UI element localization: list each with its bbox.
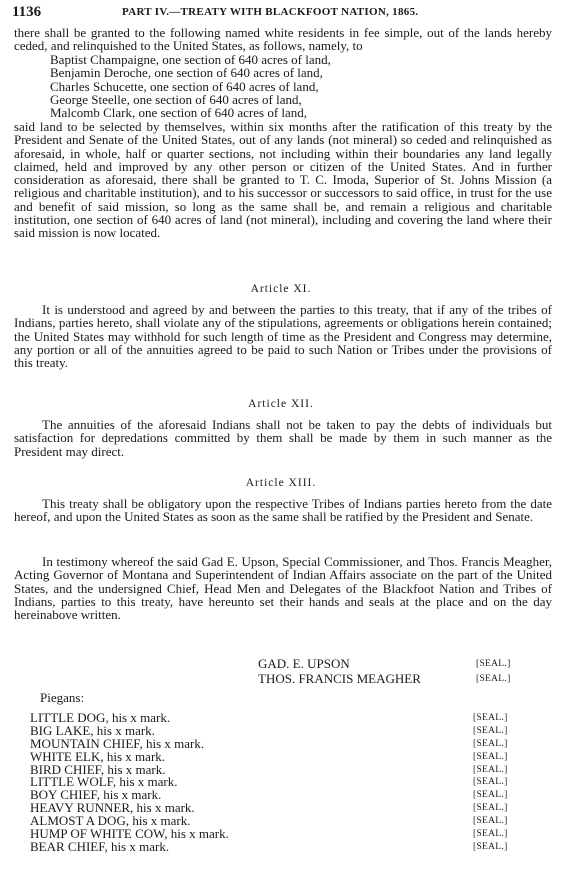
signer-row xyxy=(30,750,530,763)
signer-name: WHITE ELK, his x mark. xyxy=(30,748,166,764)
testimony-paragraph: In testimony whereof the said Gad E. Upson, Special Commissioner, and Thos. Francis Meagher, Acting Governor of Montana and Superintendent of Indian Affairs associate on the part of the United States, and the undersigned Chief, Head Men and Delegates of the Blackfoot Nation and Tribes of Indians, parties to this treaty, have hereunto set their hands and seals at the place and on the day hereinabove written. xyxy=(14,554,552,623)
grantee-list xyxy=(50,53,331,119)
signer-name: BIRD CHIEF, his x mark. xyxy=(30,761,166,777)
signer-list xyxy=(30,711,530,853)
signer-name: BEAR CHIEF, his x mark. xyxy=(30,838,170,854)
signer-row xyxy=(30,724,530,737)
page-header xyxy=(12,4,550,22)
signer-row xyxy=(30,737,530,750)
continuation-intro: there shall be granted to the following named white residents in fee simple, out of the lands hereby ceded, and relinquished to the United States, as follows, namely, to xyxy=(14,25,552,54)
signer-name: HEAVY RUNNER, his x mark. xyxy=(30,800,195,816)
signer-name: MOUNTAIN CHIEF, his x mark. xyxy=(30,735,205,751)
article-heading: Article XII. xyxy=(248,398,314,410)
seal-mark: [SEAL.] xyxy=(473,829,508,840)
signer-row xyxy=(30,840,530,853)
article-text: The annuities of the aforesaid Indians shall not be taken to pay the debts of individuals but satisfaction for depredations committed by them shall be made by them in such manner as the President may direct. xyxy=(14,417,552,459)
seal-mark: [SEAL.] xyxy=(476,674,511,684)
article-heading: Article XIII. xyxy=(245,477,317,489)
grantee-line: Baptist Champaigne, one section of 640 acres of land, xyxy=(50,52,331,67)
seal-mark: [SEAL.] xyxy=(473,777,508,788)
grantee-line: Benjamin Deroche, one section of 640 acres of land, xyxy=(50,65,323,81)
seal-mark: [SEAL.] xyxy=(473,751,508,762)
grantee-line: Malcomb Clark, one section of 640 acres of land, xyxy=(50,105,308,121)
signer-row xyxy=(30,827,530,840)
grantee-line: Charles Schucette, one section of 640 acres of land, xyxy=(50,78,319,94)
tribe-label: Piegans: xyxy=(40,690,85,705)
commissioner-name: THOS. FRANCIS MEAGHER xyxy=(258,671,421,686)
signer-name: BIG LAKE, his x mark. xyxy=(30,722,155,738)
running-head: PART IV.—TREATY WITH BLACKFOOT NATION, 1865. xyxy=(122,6,419,18)
seal-mark: [SEAL.] xyxy=(473,790,508,801)
seal-mark: [SEAL.] xyxy=(473,803,508,814)
seal-mark: [SEAL.] xyxy=(473,841,508,852)
page-number: 1136 xyxy=(12,4,42,20)
seal-mark: [SEAL.] xyxy=(473,764,508,775)
seal-mark: [SEAL.] xyxy=(473,738,508,749)
signer-name: BOY CHIEF, his x mark. xyxy=(30,787,162,803)
seal-mark: [SEAL.] xyxy=(473,725,508,736)
signer-name: LITTLE WOLF, his x mark. xyxy=(30,774,178,790)
seal-mark: [SEAL.] xyxy=(473,713,508,723)
article-heading: Article XI. xyxy=(250,283,312,295)
signer-name: ALMOST A DOG, his x mark. xyxy=(30,813,191,829)
signer-name: HUMP OF WHITE COW, his x mark. xyxy=(30,826,229,842)
seal-mark: [SEAL.] xyxy=(476,659,511,669)
grantee-line: George Steelle, one section of 640 acres of land, xyxy=(50,91,302,107)
continuation-body: said land to be selected by themselves, within six months after the ratification of this treaty by the President and Senate of the United States, out of any lands (not mineral) so ceded and relinquished as aforesaid, in whole, half or quarter sections, not including within their boundaries any land legally claimed, held and improved by any other person or citizen of the United States. And in further consideration as aforesaid, there shall be granted to T. C. Imoda, Superior of St. Johns Mission (a religious and charitable institution), and to his successor or successors to said office, in trust for the use and benefit of said mission, so long as the same shall be, and remain a religious and charitable institution, one section of 640 acres of land (not mineral), including and covering the land where their said mission is now located. xyxy=(14,119,552,241)
seal-mark: [SEAL.] xyxy=(473,816,508,827)
signer-name: LITTLE DOG, his x mark. xyxy=(30,710,171,725)
commissioner-name: GAD. E. UPSON xyxy=(258,656,350,671)
signer-row xyxy=(30,711,530,724)
article-text: It is understood and agreed by and between the parties to this treaty, that if any of the tribes of Indians, parties hereto, shall violate any of the stipulations, agreements or obligations herein contained; the United States may withhold for such length of time as the President and Congress may determine, any portion or all of the annuities agreed to be paid to such Nation or Tribes under the provisions of this treaty. xyxy=(14,302,552,371)
article-text: This treaty shall be obligatory upon the respective Tribes of Indians parties hereto from the date hereof, and upon the United States as soon as the same shall be ratified by the President and Senate. xyxy=(14,496,552,525)
